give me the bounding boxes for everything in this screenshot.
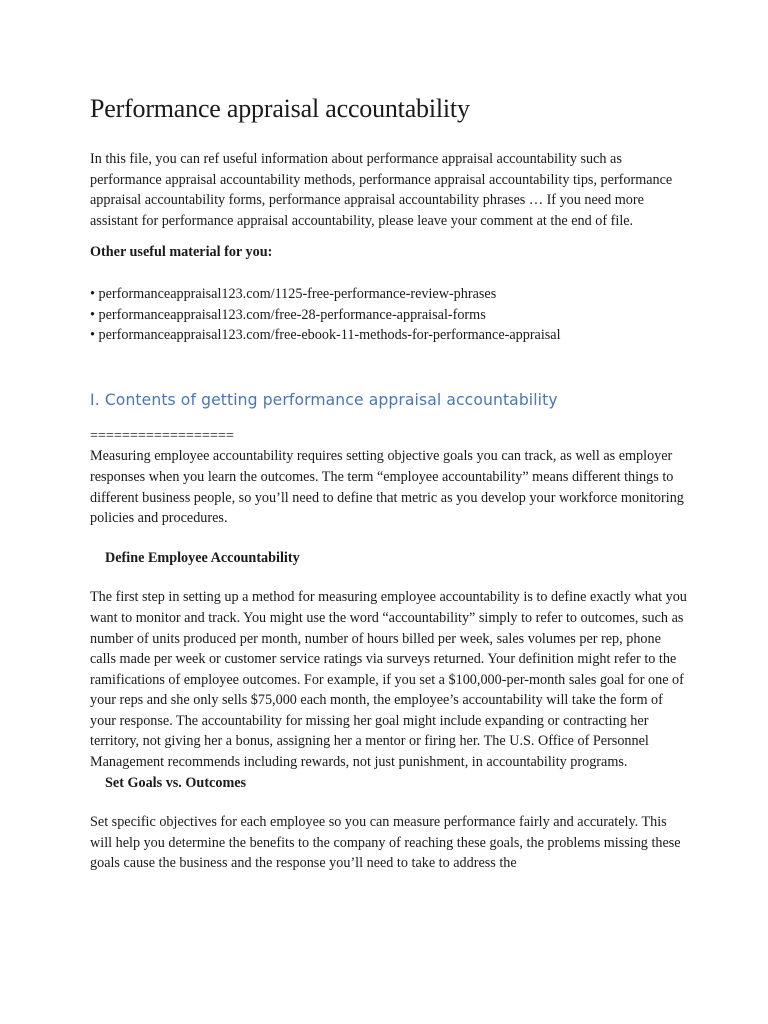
- section-heading: I. Contents of getting performance appraisal accountability: [90, 390, 558, 409]
- useful-link[interactable]: • performanceappraisal123.com/1125-free-performance-review-phrases: [90, 285, 497, 302]
- define-accountability-paragraph: The first step in setting up a method for measuring employee accountability is to define exactly what you want to monitor and track. You might use the word “accountability” simply to refer to outcomes, such as number of units produced per month, number of hours billed per week, sales volumes per rep, phone calls made per week or customer service ratings via surveys returned. Your definition might refer to the ramifications of employee outcomes. For example, if you set a $100,000-per-month sales goal for one of your reps and she only sells $75,000 each month, the employee’s accountability will take the form of your response. The accountability for missing her goal might include expanding or contracting her territory, not giving her a bonus, assigning her a mentor or firing her. The U.S. Office of Personnel Management recommends including rewards, not just punishment, in accountability programs.: [90, 589, 687, 771]
- subheading-goals-vs-outcomes: Set Goals vs. Outcomes: [105, 774, 247, 791]
- section-intro-paragraph: Measuring employee accountability requires setting objective goals you can track, as well as employer responses when you learn the outcomes. The term “employee accountability” means different things to different business people, so you’ll need to define that metric as you develop your workforce monitoring policies and procedures.: [90, 448, 684, 527]
- separator-line: ==================: [90, 427, 235, 444]
- useful-material-heading: Other useful material for you:: [90, 244, 273, 261]
- document-title: Performance appraisal accountability: [90, 94, 470, 123]
- useful-links-list: [90, 284, 690, 346]
- subheading-define-accountability: Define Employee Accountability: [105, 549, 300, 566]
- useful-link[interactable]: • performanceappraisal123.com/free-28-performance-appraisal-forms: [90, 306, 486, 323]
- goals-vs-outcomes-paragraph: Set specific objectives for each employee so you can measure performance fairly and accurately. This will help you determine the benefits to the company of reaching these goals, the problems missing these goals cause the business and the response you’ll need to take to address the: [90, 814, 681, 872]
- intro-paragraph: In this file, you can ref useful information about performance appraisal accountability such as performance appraisal accountability methods, performance appraisal accountability tips, performance appraisal accountability forms, performance appraisal accountability phrases … If you need more assistant for performance appraisal accountability, please leave your comment at the end of file.: [90, 151, 673, 229]
- document-content: [90, 92, 690, 874]
- useful-link[interactable]: • performanceappraisal123.com/free-ebook-11-methods-for-performance-appraisal: [90, 327, 561, 344]
